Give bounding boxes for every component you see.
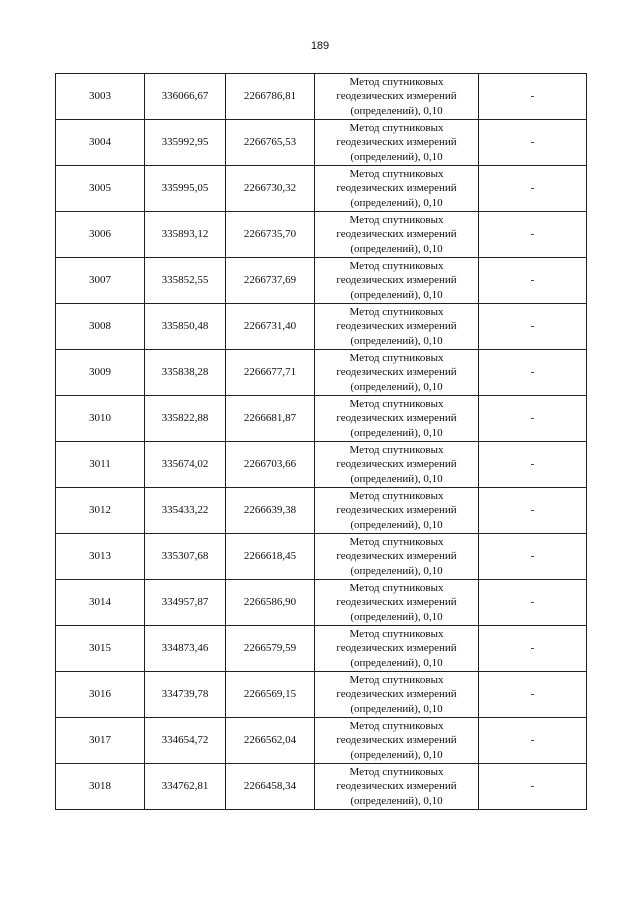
table-row (56, 304, 587, 350)
point-number-cell: 3006 (56, 212, 145, 258)
note-cell: - (479, 580, 587, 626)
coordinate-y-cell: 2266677,71 (226, 350, 315, 396)
table-row (56, 718, 587, 764)
note-cell: - (479, 212, 587, 258)
coordinate-y-cell: 2266786,81 (226, 74, 315, 120)
coordinate-x-cell: 335838,28 (145, 350, 226, 396)
coordinate-x-cell: 334654,72 (145, 718, 226, 764)
coordinate-x-cell: 334957,87 (145, 580, 226, 626)
coordinate-y-cell: 2266579,59 (226, 626, 315, 672)
coordinate-x-cell: 335995,05 (145, 166, 226, 212)
method-text-line: (определений), 0,10 (350, 610, 443, 623)
method-text-line: Метод спутниковых (349, 351, 444, 364)
coordinate-x-cell: 335674,02 (145, 442, 226, 488)
point-number-cell: 3008 (56, 304, 145, 350)
coordinate-y-cell: 2266639,38 (226, 488, 315, 534)
method-text-line: (определений), 0,10 (350, 196, 443, 209)
method-cell (315, 74, 479, 120)
coordinate-x-cell: 335307,68 (145, 534, 226, 580)
method-text-line: Метод спутниковых (349, 673, 444, 686)
method-cell (315, 396, 479, 442)
method-cell (315, 120, 479, 166)
point-number-cell: 3017 (56, 718, 145, 764)
method-text-line: геодезических измерений (336, 90, 457, 103)
coordinate-x-cell: 335852,55 (145, 258, 226, 304)
coordinate-y-cell: 2266618,45 (226, 534, 315, 580)
method-text-line: Метод спутниковых (349, 581, 444, 594)
coordinate-y-cell: 2266735,70 (226, 212, 315, 258)
note-cell: - (479, 396, 587, 442)
coordinate-x-cell: 335433,22 (145, 488, 226, 534)
coordinate-x-cell: 334873,46 (145, 626, 226, 672)
method-text-line: геодезических измерений (336, 550, 457, 563)
coordinate-y-cell: 2266765,53 (226, 120, 315, 166)
method-text-line: геодезических измерений (336, 136, 457, 149)
table-row (56, 764, 587, 810)
method-text-line: геодезических измерений (336, 458, 457, 471)
table-row (56, 534, 587, 580)
method-cell (315, 304, 479, 350)
coordinate-x-cell: 335822,88 (145, 396, 226, 442)
coordinate-x-cell: 335893,12 (145, 212, 226, 258)
table-row (56, 258, 587, 304)
coordinate-x-cell: 335850,48 (145, 304, 226, 350)
note-cell: - (479, 718, 587, 764)
method-text-line: геодезических измерений (336, 780, 457, 793)
method-text-line: Метод спутниковых (349, 535, 444, 548)
note-cell: - (479, 442, 587, 488)
method-text-line: геодезических измерений (336, 734, 457, 747)
method-text-line: геодезических измерений (336, 228, 457, 241)
method-text-line: Метод спутниковых (349, 397, 444, 410)
table-row (56, 212, 587, 258)
note-cell: - (479, 672, 587, 718)
method-text-line: геодезических измерений (336, 274, 457, 287)
method-text-line: геодезических измерений (336, 642, 457, 655)
method-cell (315, 672, 479, 718)
method-cell (315, 534, 479, 580)
method-cell (315, 442, 479, 488)
table-row (56, 74, 587, 120)
coordinates-table (55, 73, 587, 810)
coordinate-y-cell: 2266731,40 (226, 304, 315, 350)
table-row (56, 442, 587, 488)
coordinate-x-cell: 334739,78 (145, 672, 226, 718)
method-text-line: геодезических измерений (336, 320, 457, 333)
method-text-line: геодезических измерений (336, 366, 457, 379)
table-row (56, 396, 587, 442)
point-number-cell: 3005 (56, 166, 145, 212)
point-number-cell: 3003 (56, 74, 145, 120)
method-cell (315, 626, 479, 672)
method-text-line: Метод спутниковых (349, 627, 444, 640)
method-text-line: (определений), 0,10 (350, 656, 443, 669)
coordinate-y-cell: 2266737,69 (226, 258, 315, 304)
coordinate-y-cell: 2266730,32 (226, 166, 315, 212)
point-number-cell: 3013 (56, 534, 145, 580)
method-text-line: геодезических измерений (336, 688, 457, 701)
method-text-line: (определений), 0,10 (350, 794, 443, 807)
table-row (56, 580, 587, 626)
method-cell (315, 764, 479, 810)
method-text-line: Метод спутниковых (349, 305, 444, 318)
method-text-line: (определений), 0,10 (350, 564, 443, 577)
table-row (56, 350, 587, 396)
table-row (56, 488, 587, 534)
method-text-line: геодезических измерений (336, 504, 457, 517)
method-text-line: (определений), 0,10 (350, 334, 443, 347)
method-text-line: геодезических измерений (336, 412, 457, 425)
method-text-line: (определений), 0,10 (350, 380, 443, 393)
note-cell: - (479, 258, 587, 304)
method-text-line: Метод спутниковых (349, 489, 444, 502)
note-cell: - (479, 626, 587, 672)
note-cell: - (479, 304, 587, 350)
method-text-line: геодезических измерений (336, 182, 457, 195)
method-text-line: Метод спутниковых (349, 259, 444, 272)
method-text-line: (определений), 0,10 (350, 104, 443, 117)
note-cell: - (479, 166, 587, 212)
method-text-line: геодезических измерений (336, 596, 457, 609)
note-cell: - (479, 74, 587, 120)
point-number-cell: 3014 (56, 580, 145, 626)
method-text-line: (определений), 0,10 (350, 242, 443, 255)
method-text-line: (определений), 0,10 (350, 702, 443, 715)
table-row (56, 672, 587, 718)
point-number-cell: 3012 (56, 488, 145, 534)
method-text-line: (определений), 0,10 (350, 472, 443, 485)
point-number-cell: 3004 (56, 120, 145, 166)
method-text-line: Метод спутниковых (349, 719, 444, 732)
coordinate-y-cell: 2266586,90 (226, 580, 315, 626)
method-text-line: Метод спутниковых (349, 167, 444, 180)
method-cell (315, 258, 479, 304)
method-text-line: Метод спутниковых (349, 121, 444, 134)
method-text-line: (определений), 0,10 (350, 748, 443, 761)
coordinates-table-body (56, 74, 587, 810)
method-text-line: Метод спутниковых (349, 443, 444, 456)
method-cell (315, 212, 479, 258)
method-cell (315, 580, 479, 626)
method-text-line: (определений), 0,10 (350, 150, 443, 163)
table-row (56, 626, 587, 672)
method-text-line: (определений), 0,10 (350, 288, 443, 301)
method-cell (315, 718, 479, 764)
method-cell (315, 350, 479, 396)
point-number-cell: 3018 (56, 764, 145, 810)
note-cell: - (479, 488, 587, 534)
point-number-cell: 3016 (56, 672, 145, 718)
point-number-cell: 3010 (56, 396, 145, 442)
coordinate-y-cell: 2266562,04 (226, 718, 315, 764)
method-text-line: (определений), 0,10 (350, 518, 443, 531)
table-row (56, 120, 587, 166)
coordinate-x-cell: 336066,67 (145, 74, 226, 120)
point-number-cell: 3015 (56, 626, 145, 672)
point-number-cell: 3011 (56, 442, 145, 488)
point-number-cell: 3007 (56, 258, 145, 304)
method-cell (315, 488, 479, 534)
note-cell: - (479, 764, 587, 810)
note-cell: - (479, 534, 587, 580)
coordinate-x-cell: 335992,95 (145, 120, 226, 166)
coordinate-y-cell: 2266703,66 (226, 442, 315, 488)
method-cell (315, 166, 479, 212)
table-row (56, 166, 587, 212)
note-cell: - (479, 350, 587, 396)
coordinate-x-cell: 334762,81 (145, 764, 226, 810)
page-number: 189 (310, 40, 330, 52)
method-text-line: (определений), 0,10 (350, 426, 443, 439)
method-text-line: Метод спутниковых (349, 75, 444, 88)
coordinate-y-cell: 2266569,15 (226, 672, 315, 718)
method-text-line: Метод спутниковых (349, 765, 444, 778)
method-text-line: Метод спутниковых (349, 213, 444, 226)
point-number-cell: 3009 (56, 350, 145, 396)
note-cell: - (479, 120, 587, 166)
coordinate-y-cell: 2266681,87 (226, 396, 315, 442)
coordinate-y-cell: 2266458,34 (226, 764, 315, 810)
